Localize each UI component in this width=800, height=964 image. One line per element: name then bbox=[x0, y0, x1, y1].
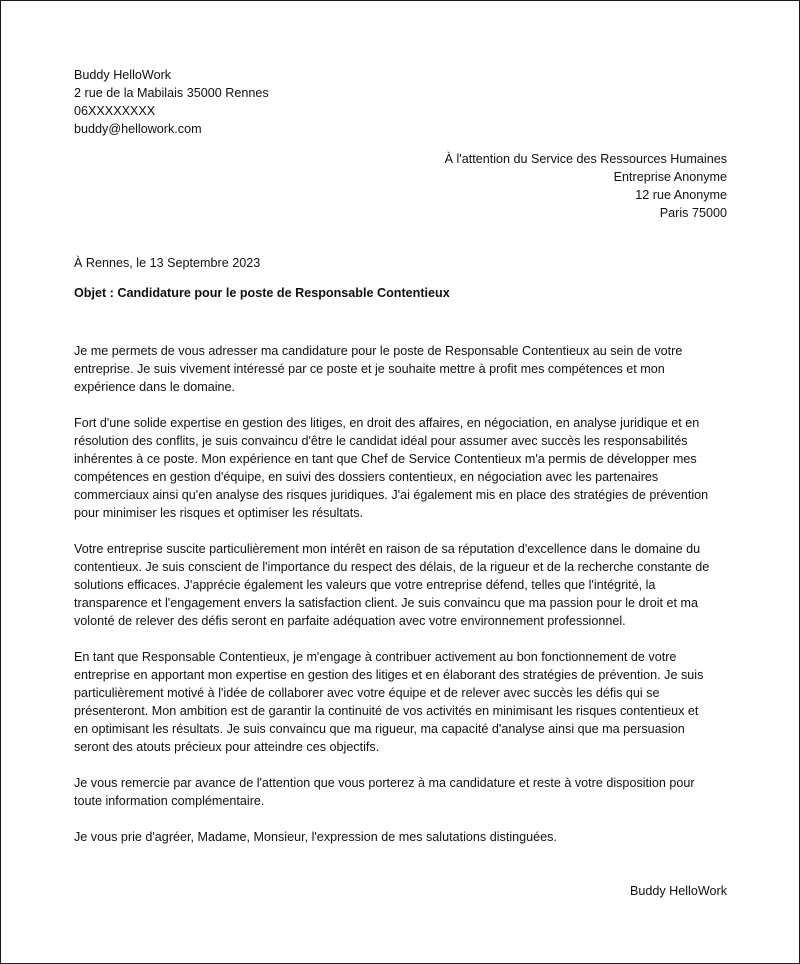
paragraph-line: entreprise. Je suis vivement intéressé par ce poste et je souhaite mettre à profit mes compétences et mon bbox=[74, 362, 665, 376]
paragraph-line: présenteront. Mon ambition est de garantir la continuité de vos activités en minimisant les risques contentieux et bbox=[74, 704, 699, 718]
paragraph-line: compétences en gestion d'équipe, en suivi des dossiers contentieux, en négociation avec les partenaires bbox=[74, 470, 659, 484]
sender-phone: 06XXXXXXXX bbox=[74, 104, 156, 118]
body-paragraph bbox=[74, 774, 729, 810]
paragraph-line: toute information complémentaire. bbox=[74, 794, 265, 808]
paragraph-line: résolution des conflits, je suis convaincu d'être le candidat idéal pour assumer avec succès les responsabilités bbox=[74, 434, 688, 448]
signature: Buddy HelloWork bbox=[629, 884, 727, 898]
paragraph-line: seront des atouts précieux pour atteindre ces objectifs. bbox=[74, 740, 380, 754]
closing-paragraph bbox=[74, 828, 729, 846]
sender-name: Buddy HelloWork bbox=[74, 68, 172, 82]
paragraph-line: Je vous remercie par avance de l'attention que vous porterez à ma candidature et reste à votre disposition pour bbox=[74, 776, 695, 790]
body-paragraph bbox=[74, 540, 729, 630]
subject-line: Objet : Candidature pour le poste de Responsable Contentieux bbox=[74, 286, 450, 300]
paragraph-line: transparence et l'engagement envers la satisfaction client. Je suis convaincu que ma passion pour le droit et ma bbox=[74, 596, 699, 610]
paragraph-line: solutions efficaces. J'apprécie également les valeurs que votre entreprise défend, telles que l'intégrité, la bbox=[74, 578, 656, 592]
paragraph-line: En tant que Responsable Contentieux, je m'engage à contribuer activement au bon fonctionnement de votre bbox=[74, 650, 677, 664]
paragraph-line: inhérentes à ce poste. Mon expérience en tant que Chef de Service Contentieux m'a permis de développer mes bbox=[74, 452, 697, 466]
sender-block bbox=[74, 66, 269, 138]
body-paragraph bbox=[74, 342, 729, 396]
recipient-street: 12 rue Anonyme bbox=[635, 188, 727, 202]
paragraph-line: expérience dans le domaine. bbox=[74, 380, 236, 394]
paragraph-line: en optimisant les résultats. Je suis convaincu que ma rigueur, ma capacité d'analyse ainsi que ma persuasion bbox=[74, 722, 685, 736]
sender-address: 2 rue de la Mabilais 35000 Rennes bbox=[74, 86, 269, 100]
paragraph-line: commerciaux ainsi qu'en analyse des risques juridiques. J'ai également mis en place des stratégies de prévention bbox=[74, 488, 709, 502]
paragraph-line: volonté de relever des défis seront en parfaite adéquation avec votre environnement professionnel. bbox=[74, 614, 626, 628]
place-and-date: À Rennes, le 13 Septembre 2023 bbox=[74, 256, 261, 270]
paragraph-line: Fort d'une solide expertise en gestion des litiges, en droit des affaires, en négociation, en analyse juridique et en bbox=[74, 416, 700, 430]
paragraph-line: Votre entreprise suscite particulièrement mon intérêt en raison de sa réputation d'excellence dans le domaine du bbox=[74, 542, 701, 556]
paragraph-line: pour minimiser les risques et optimiser les résultats. bbox=[74, 506, 364, 520]
paragraph-line: entreprise en apportant mon expertise en gestion des litiges et en élaborant des stratégies de prévention. Je suis bbox=[74, 668, 704, 682]
paragraph-line: particulièrement motivé à l'idée de collaborer avec votre équipe et de relever avec succès les défis qui se bbox=[74, 686, 660, 700]
recipient-attention: À l'attention du Service des Ressources Humaines bbox=[444, 152, 727, 166]
letter-body bbox=[74, 342, 729, 864]
body-paragraph bbox=[74, 648, 729, 756]
recipient-city: Paris 75000 bbox=[659, 206, 727, 220]
sender-email: buddy@hellowork.com bbox=[74, 122, 202, 136]
body-paragraph bbox=[74, 414, 729, 522]
paragraph-line: Je me permets de vous adresser ma candidature pour le poste de Responsable Contentieux au sein de votre bbox=[74, 344, 683, 358]
recipient-block bbox=[445, 150, 727, 222]
recipient-company: Entreprise Anonyme bbox=[613, 170, 727, 184]
paragraph-line: Je vous prie d'agréer, Madame, Monsieur, l'expression de mes salutations distinguées. bbox=[74, 830, 557, 844]
paragraph-line: contentieux. Je suis conscient de l'importance du respect des délais, de la rigueur et de la recherche constante de bbox=[74, 560, 710, 574]
